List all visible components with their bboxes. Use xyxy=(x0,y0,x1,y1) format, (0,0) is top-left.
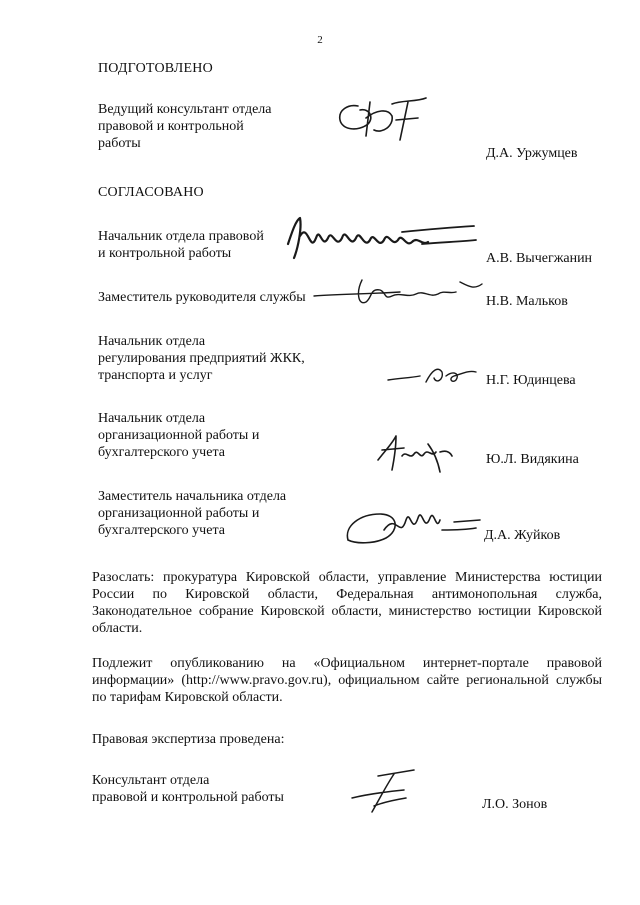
approver-position-3: Начальник отдела регулирования предприятий ЖКК, транспорта и услуг xyxy=(98,334,305,383)
approver-position-4: Начальник отдела организационной работы и бухгалтерского учета xyxy=(98,411,260,460)
publication-paragraph: Подлежит опубликованию на «Официальном интернет-портале правовой информации» (http://www.pravo.gov.ru), официальном сайте региональной службы по тарифам Кировской области. xyxy=(92,656,602,705)
signature-zhuykov xyxy=(340,500,500,560)
approver-name-3: Н.Г. Юдинцева xyxy=(486,373,576,388)
approver-position-2: Заместитель руководителя службы xyxy=(98,290,306,305)
signature-vidyakina xyxy=(368,430,458,476)
signature-urzhumtsev xyxy=(330,96,440,146)
approver-position-1: Начальник отдела правовой и контрольной работы xyxy=(98,229,264,261)
prepared-position: Ведущий консультант отдела правовой и контрольной работы xyxy=(98,102,272,151)
prepared-name: Д.А. Уржумцев xyxy=(486,146,578,161)
signature-zonov xyxy=(344,768,444,818)
approver-name-1: А.В. Вычегжанин xyxy=(486,251,593,266)
approved-heading: СОГЛАСОВАНО xyxy=(98,185,204,200)
approver-position-5: Заместитель начальника отдела организационной работы и бухгалтерского учета xyxy=(98,489,287,538)
page-number: 2 xyxy=(317,34,323,46)
consultant-name: Л.О. Зонов xyxy=(482,797,548,812)
approver-name-5: Д.А. Жуйков xyxy=(484,528,561,543)
prepared-heading: ПОДГОТОВЛЕНО xyxy=(98,61,213,76)
signature-vychegzhanin xyxy=(282,214,482,264)
approver-name-4: Ю.Л. Видякина xyxy=(486,452,579,467)
signature-malkov xyxy=(310,272,490,312)
consultant-position: Консультант отдела правовой и контрольной работы xyxy=(92,773,284,805)
signature-yudintseva xyxy=(384,356,484,390)
legal-review-note: Правовая экспертиза проведена: xyxy=(92,732,285,747)
distribution-paragraph: Разослать: прокуратура Кировской области, управление Министерства юстиции России по Кировской области, Федеральная антимонопольная служба, Законодательное собрание Кировской области, министерство юстиции Кировской области. xyxy=(92,570,602,636)
approver-name-2: Н.В. Мальков xyxy=(486,294,568,309)
